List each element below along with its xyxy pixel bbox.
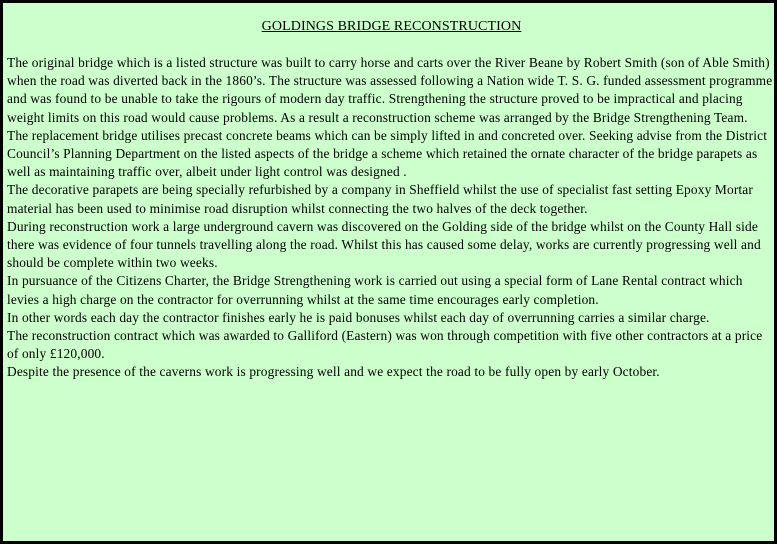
- paragraph-replacement: The replacement bridge utilises precast concrete beams which can be simply lifted in and concreted over. Seeking advise from the District Council’s Planning Department on the listed aspects of the bridge a scheme which retained the ornate character of the bridge parapets as well as maintaining traffic over, albeit under light control was designed .: [7, 127, 768, 180]
- paragraph-completion: Despite the presence of the caverns work is progressing well and we expect the road to be fully open by early October.: [7, 364, 660, 380]
- article-title: GOLDINGS BRIDGE RECONSTRUCTION: [261, 19, 522, 34]
- article-body: [7, 54, 775, 382]
- paragraph-contract: The reconstruction contract which was awarded to Galliford (Eastern) was won through competition with five other contractors at a price of only £120,000.: [7, 328, 763, 362]
- paragraph-parapets: The decorative parapets are being specially refurbished by a company in Sheffield whilst the use of specialist fast setting Epoxy Mortar material has been used to minimise road disruption whilst connecting the two halves of the deck together.: [7, 182, 753, 216]
- paragraph-history: The original bridge which is a listed structure was built to carry horse and carts over the River Beane by Robert Smith (son of Able Smith) when the road was diverted back in the 1860’s. The structure was assessed following a Nation wide T. S. G. funded assessment programme and was found to be unable to take the rigours of modern day traffic. Strengthening the structure proved to be impractical and placing weight limits on this road would cause problems. As a result a reconstruction scheme was arranged by the Bridge Strengthening Team.: [7, 55, 773, 125]
- paragraph-cavern: During reconstruction work a large underground cavern was discovered on the Golding side of the bridge whilst on the County Hall side there was evidence of four tunnels travelling along the road. Whilst this has caused some delay, works are currently progressing well and should be complete within two weeks.: [7, 218, 761, 271]
- paragraph-bonuses: In other words each day the contractor finishes early he is paid bonuses whilst each day of overrunning carries a similar charge.: [7, 309, 710, 325]
- paragraph-lane-rental: In pursuance of the Citizens Charter, the Bridge Strengthening work is carried out using a special form of Lane Rental contract which levies a high charge on the contractor for overrunning whilst at the same time encourages early completion.: [7, 273, 743, 307]
